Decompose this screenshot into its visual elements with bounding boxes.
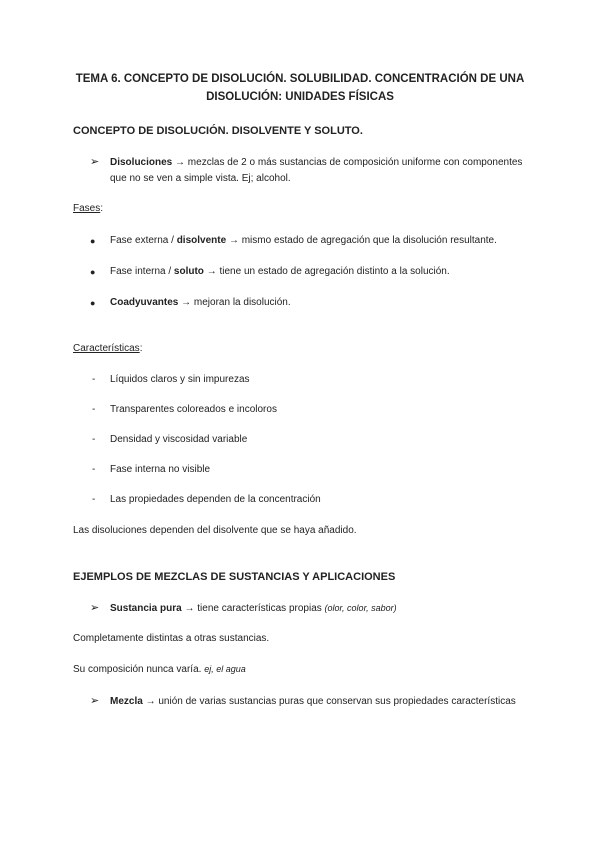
list-item-fase-externa — [110, 235, 497, 246]
dash-bullet: - — [92, 434, 96, 445]
section-heading-concepto: CONCEPTO DE DISOLUCIÓN. DISOLVENTE Y SOLUTO. — [73, 125, 363, 137]
bullet-dot-icon: ● — [90, 236, 96, 246]
fase-interna-prefix: Fase interna / — [110, 266, 174, 277]
caracteristicas-label — [73, 343, 142, 354]
list-item-disoluciones — [90, 155, 99, 168]
term-disolvente: disolvente — [176, 235, 227, 246]
term-soluto: soluto — [173, 266, 204, 277]
coadyuvantes-text: → mejoran la disolución. — [178, 297, 291, 308]
fases-label — [73, 203, 103, 214]
term-coadyuvantes: Coadyuvantes — [110, 297, 179, 308]
dash-bullet: - — [92, 374, 96, 385]
sustancia-pura-example: (olor, color, sabor) — [324, 603, 397, 613]
arrow-bullet-icon — [90, 694, 99, 707]
paragraph-composicion — [73, 664, 246, 675]
term-mezcla: Mezcla — [110, 696, 143, 707]
disoluciones-text-line2: que no se ven a simple vista. Ej; alcohol. — [110, 173, 291, 184]
fases-label-text: Fases — [73, 203, 101, 214]
fase-externa-text: → mismo estado de agregación que la disolución resultante. — [226, 235, 497, 246]
bullet-dot-icon: ● — [90, 298, 96, 308]
term-disoluciones: Disoluciones — [110, 157, 173, 168]
disoluciones-text-line1 — [110, 157, 522, 168]
list-item-caracteristica: Fase interna no visible — [110, 464, 211, 475]
caracteristicas-label-text: Características — [73, 343, 140, 354]
caracteristicas-colon: : — [139, 343, 143, 354]
section-heading-ejemplos: EJEMPLOS DE MEZCLAS DE SUSTANCIAS Y APLICACIONES — [73, 571, 396, 583]
fases-colon: : — [100, 203, 104, 214]
list-item-fase-interna — [110, 266, 450, 277]
list-item-caracteristica: Densidad y viscosidad variable — [110, 434, 248, 445]
document-title-line2: DISOLUCIÓN: UNIDADES FÍSICAS — [206, 91, 394, 103]
composicion-text: Su composición nunca varía. — [73, 664, 205, 675]
list-item-caracteristica: Transparentes coloreados e incoloros — [110, 404, 277, 415]
list-item-coadyuvantes — [110, 297, 291, 308]
mezcla-text: → unión de varias sustancias puras que conservan sus propiedades características — [142, 696, 516, 707]
arrow-bullet-glyph: ➢ — [90, 602, 100, 614]
closing-paragraph: Las disoluciones dependen del disolvente que se haya añadido. — [73, 525, 357, 536]
paragraph-distintas: Completamente distintas a otras sustancias. — [73, 633, 270, 644]
arrow-bullet-icon: ➢ — [90, 156, 100, 168]
dash-bullet: - — [92, 494, 96, 505]
list-item-mezcla — [110, 696, 516, 707]
arrow-bullet-icon — [90, 601, 99, 614]
bullet-dot-icon: ● — [90, 267, 96, 277]
arrow-bullet-glyph: ➢ — [90, 695, 100, 707]
sustancia-pura-text: → tiene características propias — [181, 603, 325, 614]
list-item-sustancia-pura — [110, 603, 397, 614]
dash-bullet: - — [92, 404, 96, 415]
composicion-example: ej, el agua — [204, 664, 246, 674]
fase-externa-prefix: Fase externa / — [110, 235, 177, 246]
term-sustancia-pura: Sustancia pura — [110, 603, 182, 614]
list-item-caracteristica: Las propiedades dependen de la concentración — [110, 494, 321, 505]
disoluciones-definition: → mezclas de 2 o más sustancias de composición uniforme con componentes — [172, 157, 523, 168]
fase-interna-text: → tiene un estado de agregación distinto a la solución. — [203, 266, 450, 277]
document-title-line1: TEMA 6. CONCEPTO DE DISOLUCIÓN. SOLUBILIDAD. CONCENTRACIÓN DE UNA — [75, 73, 525, 85]
dash-bullet: - — [92, 464, 96, 475]
list-item-caracteristica: Líquidos claros y sin impurezas — [110, 374, 250, 385]
